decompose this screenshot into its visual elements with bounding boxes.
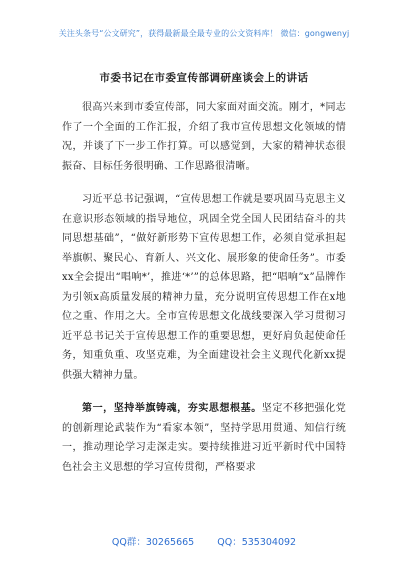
paragraph-text: 坚定不移把强化党的创新理论武装作为“看家本领”，坚持学思用贯通、知信行统一，推动理论学习走深走实。要持续推进习近平新时代中国特色社会主义思想的学习宣传贯彻，严格要求 [62,403,346,473]
paragraph-first-point [62,399,346,477]
document-title: 市委书记在市委宣传部调研座谈会上的讲话 [99,72,309,84]
footer-contact [0,534,408,548]
paragraph-intro [62,98,346,176]
header-promo: 关注头条号“公文研究”，获得最新最全最专业的公文资料库！ 微信：gongwenyj [58,29,350,38]
document-body [62,98,346,491]
paragraph-text: 很高兴来到市委宣传部，同大家面对面交流。刚才，*同志作了一个全面的工作汇报，介绍了我市宣传思想文化领域的情况，并谈了下一步工作打算。可以感觉到，大家的精神状态很振奋、目标任务很明确、工作思路很清晰。 [62,102,346,172]
paragraph-lead: 第一，坚持举旗铸魂，夯实思想根基。 [82,403,262,414]
paragraph-quote [62,190,346,385]
paragraph-text: 习近平总书记强调，“宣传思想工作就是要巩固马克思主义在意识形态领域的指导地位，巩固全党全国人民团结奋斗的共同思想基础”，“做好新形势下宣传思想工作，必须自觉承担起举旗帜、聚民心、育新人、兴文化、展形象的使命任务”。市委xx全会提出“唱响*’，推进‘*’”的总体思路，把“唱响”x”品牌作为引领x高质量发展的精神力量，充分说明宣传思想工作在x地位之重、作用之大。全市宣传思想文化战线要深入学习贯彻习近平总书记关于宣传思想工作的重要思想，更好肩负起使命任务，知重负重、攻坚克难，为全面建设社会主义现代化新xx提供强大精神力量。 [62,194,346,381]
footer-qq: QQ：535304092 [217,537,297,548]
footer-qq-group: QQ群：30265665 [111,537,195,548]
